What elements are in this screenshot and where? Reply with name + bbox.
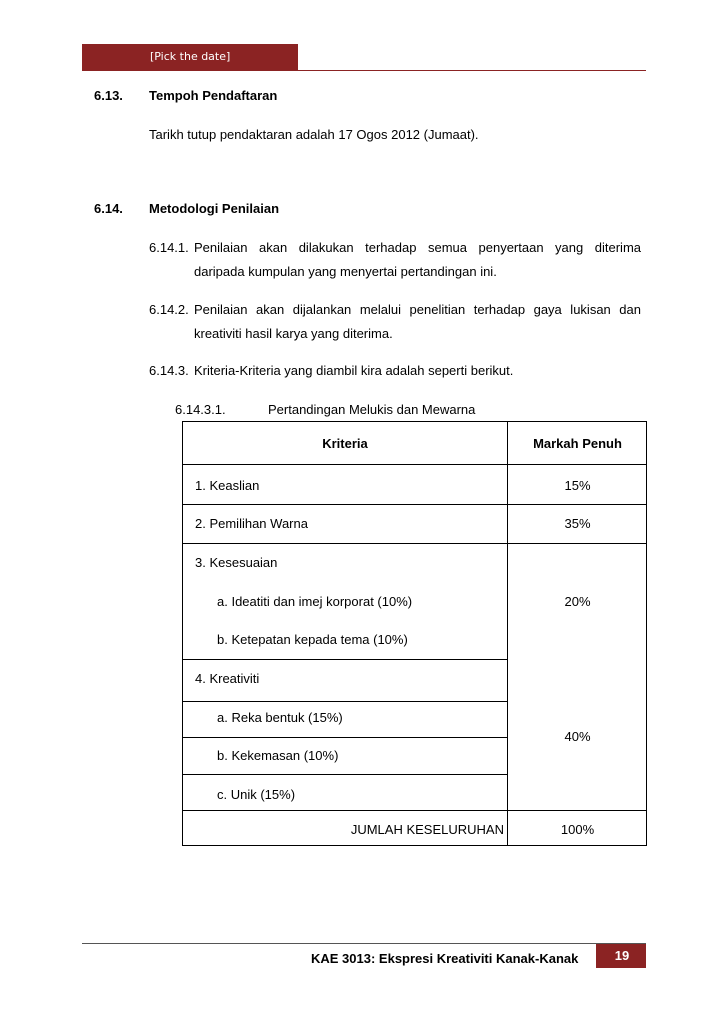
table-row-divider bbox=[182, 810, 647, 811]
footer-course: KAE 3013: Ekspresi Kreativiti Kanak-Kanak bbox=[311, 951, 579, 966]
section-6-13-body: Tarikh tutup pendaktaran adalah 17 Ogos 2012 (Jumaat). bbox=[149, 127, 479, 142]
table-row-divider bbox=[182, 737, 508, 738]
item-6-14-2-number: 6.14.2. bbox=[149, 302, 189, 317]
table-row-divider bbox=[182, 464, 647, 465]
date-placeholder[interactable]: [Pick the date] bbox=[150, 50, 231, 63]
item-6-14-1-line2: daripada kumpulan yang menyertai pertandingan ini. bbox=[194, 264, 497, 279]
item-6-14-1-number: 6.14.1. bbox=[149, 240, 189, 255]
page-number: 19 bbox=[598, 944, 646, 968]
row-kesesuaian-b: b. Ketepatan kepada tema (10%) bbox=[217, 632, 408, 647]
item-6-14-3-line1: Kriteria-Kriteria yang diambil kira adalah seperti berikut. bbox=[194, 363, 514, 378]
section-6-14-number: 6.14. bbox=[94, 201, 123, 216]
header-criteria: Kriteria bbox=[322, 436, 368, 451]
item-6-14-3-1-title: Pertandingan Melukis dan Mewarna bbox=[268, 402, 476, 417]
row-pemilihan-warna: 2. Pemilihan Warna bbox=[195, 516, 308, 531]
table-row-divider bbox=[182, 774, 508, 775]
row-total-label: JUMLAH KESELURUHAN bbox=[350, 822, 504, 837]
section-6-13-number: 6.13. bbox=[94, 88, 123, 103]
row-kesesuaian-pct: 20% bbox=[564, 594, 591, 609]
section-6-13-title: Tempoh Pendaftaran bbox=[149, 88, 278, 103]
item-6-14-1-line1: Penilaian akan dilakukan terhadap semua penyertaan yang diterima bbox=[194, 240, 641, 255]
row-kreativiti-b: b. Kekemasan (10%) bbox=[217, 748, 339, 763]
row-total-pct: 100% bbox=[560, 822, 595, 837]
table-row-divider bbox=[182, 701, 508, 702]
table-row-divider bbox=[182, 659, 508, 660]
item-6-14-3-1-number: 6.14.3.1. bbox=[175, 402, 226, 417]
row-kreativiti: 4. Kreativiti bbox=[195, 671, 260, 686]
table-row-divider bbox=[182, 543, 647, 544]
row-kesesuaian: 3. Kesesuaian bbox=[195, 555, 278, 570]
item-6-14-3-number: 6.14.3. bbox=[149, 363, 189, 378]
row-kreativiti-a: a. Reka bentuk (15%) bbox=[217, 710, 343, 725]
item-6-14-2-line2: kreativiti hasil karya yang diterima. bbox=[194, 326, 393, 341]
row-pemilihan-warna-pct: 35% bbox=[564, 516, 591, 531]
row-kreativiti-c: c. Unik (15%) bbox=[217, 787, 296, 802]
table-row-divider bbox=[182, 504, 647, 505]
row-kreativiti-pct: 40% bbox=[564, 729, 591, 744]
footer-rule bbox=[82, 943, 646, 944]
row-keaslian: 1. Keaslian bbox=[195, 478, 260, 493]
row-kesesuaian-a: a. Ideatiti dan imej korporat (10%) bbox=[217, 594, 413, 609]
item-6-14-2-line1: Penilaian akan dijalankan melalui penelitian terhadap gaya lukisan dan bbox=[194, 302, 641, 317]
section-6-14-title: Metodologi Penilaian bbox=[149, 201, 280, 216]
header-rule bbox=[82, 70, 646, 71]
row-keaslian-pct: 15% bbox=[564, 478, 591, 493]
header-marks: Markah Penuh bbox=[533, 436, 622, 451]
